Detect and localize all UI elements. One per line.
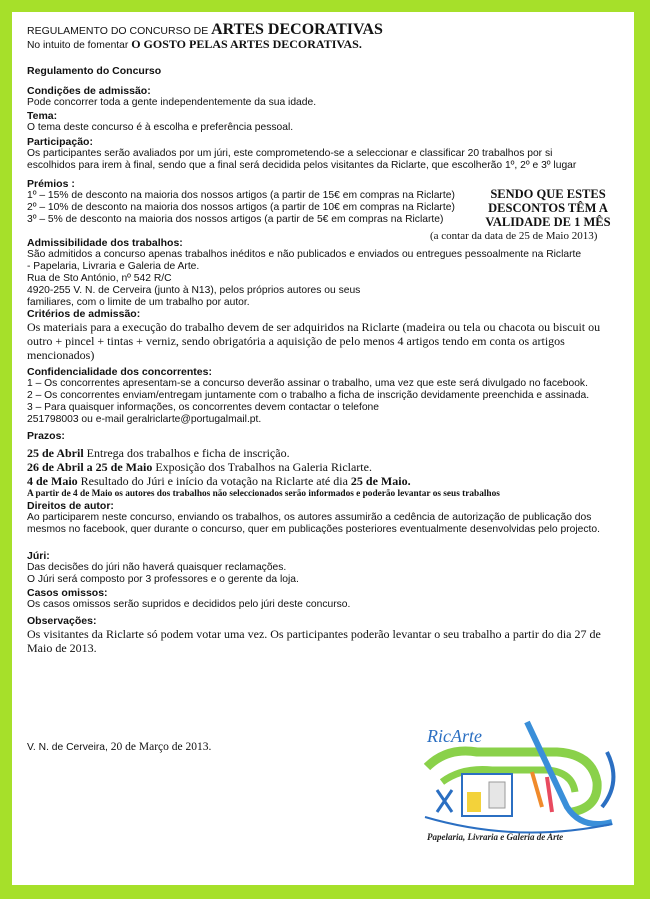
tema-text: O tema deste concurso é à escolha e preferência pessoal. — [27, 122, 294, 133]
condicoes-text: Pode concorrer toda a gente independentemente da sua idade. — [27, 97, 317, 108]
premio-2: 2º – 10% de desconto na maioria dos nossos artigos (a partir de 10€ em compras na Riclarte) — [27, 202, 455, 213]
footer-place: V. N. de Cerveira, — [27, 742, 108, 753]
premios-side-sub: (a contar da data de 25 de Maio 2013) — [430, 230, 598, 242]
section-omissos — [27, 587, 626, 611]
header-intro: No intuito de fomentar — [27, 40, 129, 51]
premios-title: Prémios : — [27, 178, 75, 190]
admissibilidade-line: 4920-255 V. N. de Cerveira (junto à N13), pelos próprios autores ou seus — [27, 285, 361, 296]
juri-line: O Júri será composto por 3 professores e o gerente da loja. — [27, 574, 299, 585]
section-confidencialidade — [27, 366, 626, 426]
admissibilidade-line: São admitidos a concurso apenas trabalhos inéditos e não publicados e enviados ou entregues pessoalmente na Riclarte — [27, 249, 582, 260]
section-prazos — [27, 430, 626, 500]
footer-date-text: 20 de Março de 2013. — [107, 741, 212, 753]
juri-title: Júri: — [27, 550, 50, 562]
prazo-date: 25 de Abril — [27, 446, 84, 460]
participacao-title: Participação: — [27, 136, 93, 148]
participacao-line1: Os participantes serão avaliados por um júri, este comprometendo-se a seleccionar e classificar 20 trabalhos por si — [27, 148, 553, 159]
confidencialidade-line: 2 – Os concorrentes enviam/entregam juntamente com o trabalho a ficha de inscrição devidamente preenchida e assinada. — [27, 390, 590, 401]
admissibilidade-line: familiares, com o limite de um trabalho por autor. — [27, 297, 250, 308]
prazo-date-end: 25 de Maio. — [350, 474, 411, 488]
section-criterios — [27, 308, 626, 362]
regulation-page — [12, 12, 634, 885]
participacao-line2: escolhidos para irem à final, sendo que a final será decidida pelos visitantes da Riclarte, que escolherão 1º, 2º e 3º lugar — [27, 160, 577, 171]
observacoes-text: Os visitantes da Riclarte só podem votar uma vez. Os participantes poderão levantar o seu trabalho a partir do dia 27 de Maio de 2013. — [27, 627, 601, 655]
criterios-title: Critérios de admissão: — [27, 308, 141, 320]
prazos-title: Prazos: — [27, 430, 65, 442]
riclarte-logo — [407, 712, 629, 847]
prazo-text: Resultado do Júri e início da votação na Riclarte até dia — [77, 474, 351, 488]
admissibilidade-line: Rua de Sto António, nº 542 R/C — [27, 273, 172, 284]
header-intro-bold: O GOSTO PELAS ARTES DECORATIVAS. — [131, 37, 362, 51]
condicoes-title: Condições de admissão: — [27, 85, 151, 97]
prazo-date: 4 de Maio — [27, 474, 78, 488]
omissos-title: Casos omissos: — [27, 587, 108, 599]
premio-1: 1º – 15% de desconto na maioria dos nossos artigos (a partir de 15€ em compras na Riclarte) — [27, 190, 455, 201]
prazo-text: Entrega dos trabalhos e ficha de inscrição. — [83, 446, 290, 460]
section-condicoes — [27, 85, 626, 109]
riclarte-logo-graphic — [407, 712, 629, 847]
section-premios — [27, 178, 464, 226]
premio-3: 3º – 5% de desconto na maioria dos nossos artigos (a partir de 5€ em compras na Riclarte) — [27, 214, 444, 225]
direitos-text: Ao participarem neste concurso, enviando os trabalhos, os autores assumirão a cedência de autorização de publicação dos mesmos no facebook, quer durante o concurso, quer em publicações posteriores eventualmente desenvolvidas pelo projecto. — [27, 512, 600, 535]
admissibilidade-line: - Papelaria, Livraria e Galeria de Arte. — [27, 261, 200, 272]
header-title: ARTES DECORATIVAS — [211, 21, 383, 38]
prazo-text: Exposição dos Trabalhos na Galeria Riclarte. — [152, 460, 372, 474]
tema-title: Tema: — [27, 110, 58, 122]
observacoes-title: Observações: — [27, 615, 97, 627]
premios-side-note: SENDO QUE ESTES DESCONTOS TÊM A VALIDADE DE 1 MÊS — [485, 187, 611, 229]
logo-caption: Papelaria, Livraria e Galeria de Arte — [427, 832, 564, 842]
prazo-date: 26 de Abril a 25 de Maio — [27, 460, 153, 474]
section-observacoes — [27, 615, 626, 655]
direitos-title: Direitos de autor: — [27, 500, 114, 512]
confidencialidade-line: 251798003 ou e-mail geralriclarte@portugalmail.pt. — [27, 414, 262, 425]
admissibilidade-title: Admissibilidade dos trabalhos: — [27, 237, 183, 249]
criterios-text: Os materiais para a execução do trabalho devem de ser adquiridos na Riclarte (madeira ou tela ou chacota ou biscuit ou outro + pincel + tintas + verniz, sendo obrigatória a aquisição de pelo menos 4 artigos tendo em conta os artigos mencionados) — [27, 320, 601, 362]
header-prefix: REGULAMENTO DO CONCURSO DE — [27, 25, 209, 37]
omissos-text: Os casos omissos serão supridos e decididos pelo júri deste concurso. — [27, 599, 351, 610]
prazos-note: A partir de 4 de Maio os autores dos trabalhos não seleccionados serão informados e poderão levantar os seus trabalhos — [27, 489, 500, 499]
logo-text: RicArte — [427, 726, 482, 746]
section-direitos — [27, 500, 626, 536]
section-participacao — [27, 136, 626, 172]
confidencialidade-line: 3 – Para quaisquer informações, os concorrentes devem contactar o telefone — [27, 402, 380, 413]
regulamento-title: Regulamento do Concurso — [27, 65, 162, 77]
confidencialidade-line: 1 – Os concorrentes apresentam-se a concurso deverão assinar o trabalho, uma vez que este será divulgado no facebook. — [27, 378, 588, 389]
header — [27, 21, 626, 52]
juri-line: Das decisões do júri não haverá quaisquer reclamações. — [27, 562, 287, 573]
section-juri — [27, 550, 626, 586]
section-tema — [27, 110, 626, 134]
confidencialidade-title: Confidencialidade dos concorrentes: — [27, 366, 212, 378]
section-admissibilidade — [27, 237, 626, 309]
